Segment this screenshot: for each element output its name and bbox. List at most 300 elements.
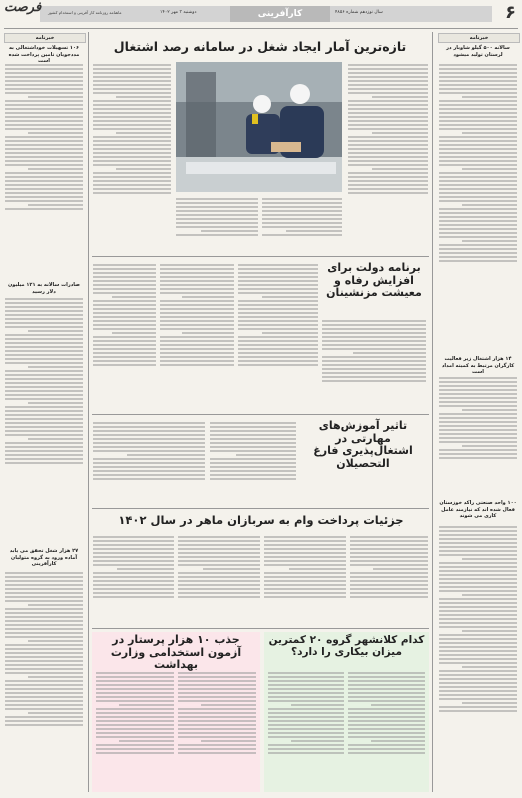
text-line xyxy=(439,662,517,664)
text-line xyxy=(5,188,83,190)
masthead-rule xyxy=(4,28,518,29)
text-line xyxy=(210,438,296,440)
text-line xyxy=(348,672,425,674)
text-line xyxy=(268,676,344,678)
text-line xyxy=(5,104,83,106)
text-line xyxy=(5,632,83,634)
text-line xyxy=(93,300,156,302)
text-line xyxy=(28,402,83,404)
text-line xyxy=(322,364,426,366)
text-line xyxy=(5,358,83,360)
welfare-article-body-2 xyxy=(238,262,318,412)
text-line xyxy=(28,132,83,134)
text-line xyxy=(322,380,426,382)
text-line xyxy=(178,692,256,694)
text-line xyxy=(93,272,156,274)
text-line xyxy=(439,88,517,90)
text-line xyxy=(5,426,83,428)
text-line xyxy=(439,602,517,604)
nurse-article-body-1 xyxy=(178,670,256,788)
text-line xyxy=(462,168,517,170)
text-line xyxy=(439,417,517,419)
text-line xyxy=(96,732,174,734)
text-line xyxy=(160,308,234,310)
text-line xyxy=(178,680,256,682)
text-line xyxy=(262,296,318,298)
loan-article-body-4 xyxy=(93,534,174,626)
left-news-headline-3: ۲۷ هزار شغل تحقق می یابد آماده ورود به گروه متولیان کارآفرینی xyxy=(9,548,79,567)
text-line xyxy=(439,570,517,572)
text-line xyxy=(5,644,83,646)
text-line xyxy=(178,748,256,750)
text-line xyxy=(178,548,260,550)
text-line xyxy=(96,672,174,674)
text-line xyxy=(5,390,83,392)
text-line xyxy=(348,720,425,722)
text-line xyxy=(5,72,83,74)
skills-article-rule xyxy=(92,508,429,509)
text-line xyxy=(178,540,260,542)
text-line xyxy=(210,462,296,464)
text-line xyxy=(178,676,256,678)
text-line xyxy=(439,100,517,102)
text-line xyxy=(178,544,260,546)
text-line xyxy=(5,68,83,70)
text-line xyxy=(93,72,171,74)
text-line xyxy=(93,320,156,322)
text-line xyxy=(350,544,428,546)
text-line xyxy=(439,120,517,122)
text-line xyxy=(116,168,171,170)
skills-article-body-2 xyxy=(93,420,205,506)
text-line xyxy=(348,188,428,190)
text-line xyxy=(5,310,83,312)
text-line xyxy=(5,116,83,118)
newspaper-logo: فرصت xyxy=(4,0,42,15)
text-line xyxy=(238,264,318,266)
text-line xyxy=(439,405,517,407)
text-line xyxy=(5,442,83,444)
text-line xyxy=(93,304,156,306)
text-line xyxy=(96,748,174,750)
text-line xyxy=(268,692,344,694)
text-line xyxy=(5,434,83,436)
text-line xyxy=(178,728,256,730)
text-line xyxy=(93,430,205,432)
text-line xyxy=(268,712,344,714)
text-line xyxy=(93,328,156,330)
text-line xyxy=(93,324,156,326)
text-line xyxy=(28,712,83,714)
text-line xyxy=(93,552,174,554)
text-line xyxy=(322,360,426,362)
text-line xyxy=(5,346,83,348)
text-line xyxy=(439,562,517,564)
text-line xyxy=(160,304,234,306)
text-line xyxy=(439,686,517,688)
text-line xyxy=(439,72,517,74)
text-line xyxy=(439,244,517,246)
text-line xyxy=(178,572,260,574)
text-line xyxy=(93,140,171,142)
main-article-body-bottom-a xyxy=(262,196,342,254)
text-line xyxy=(462,409,517,411)
text-line xyxy=(5,382,83,384)
text-line xyxy=(93,128,171,130)
text-line xyxy=(178,716,256,718)
text-line xyxy=(348,680,425,682)
text-line xyxy=(5,576,83,578)
text-line xyxy=(93,576,174,578)
text-line xyxy=(439,690,517,692)
text-line xyxy=(462,240,517,242)
text-line xyxy=(268,688,344,690)
text-line xyxy=(176,198,258,200)
text-line xyxy=(5,708,83,710)
text-line xyxy=(350,548,428,550)
left-news-headline-1: ۱۰۶ تسهیلات خوداشتغالی به مددجویان تامین پرداخت شده است xyxy=(8,45,80,64)
text-line xyxy=(348,128,428,130)
text-line xyxy=(176,234,258,236)
right-news-headline-3: ۱۰۰ واحد صنعتی راکد خوزستان فعال شده اند که نیازمند عامل کاری می شوند xyxy=(439,500,517,519)
text-line xyxy=(264,592,346,594)
text-line xyxy=(439,526,517,528)
text-line xyxy=(264,540,346,542)
right-news-body-3 xyxy=(439,524,517,792)
text-line xyxy=(93,340,156,342)
text-line xyxy=(160,364,234,366)
text-line xyxy=(372,168,428,170)
text-line xyxy=(93,588,174,590)
text-line xyxy=(348,152,428,154)
text-line xyxy=(350,584,428,586)
text-line xyxy=(5,334,83,336)
text-line xyxy=(350,556,428,558)
text-line xyxy=(5,342,83,344)
text-line xyxy=(5,600,83,602)
loan-article-rule xyxy=(92,628,429,629)
text-line xyxy=(5,672,83,674)
text-line xyxy=(93,584,174,586)
text-line xyxy=(462,204,517,206)
text-line xyxy=(262,202,342,204)
text-line xyxy=(439,397,517,399)
text-line xyxy=(439,650,517,652)
text-line xyxy=(439,112,517,114)
text-line xyxy=(178,696,256,698)
text-line xyxy=(439,256,517,258)
text-line xyxy=(238,348,318,350)
text-line xyxy=(439,188,517,190)
text-line xyxy=(238,364,318,366)
text-line xyxy=(439,144,517,146)
text-line xyxy=(5,636,83,638)
loan-article-body-3 xyxy=(178,534,260,626)
text-line xyxy=(439,220,517,222)
text-line xyxy=(5,458,83,460)
right-news-body-2 xyxy=(439,375,517,495)
text-line xyxy=(462,666,517,668)
text-line xyxy=(439,160,517,162)
text-line xyxy=(178,684,256,686)
text-line xyxy=(238,316,318,318)
main-article-body-top-left xyxy=(93,62,171,252)
text-line xyxy=(5,592,83,594)
text-line xyxy=(160,268,234,270)
text-line xyxy=(350,596,428,598)
text-line xyxy=(210,466,296,468)
text-line xyxy=(5,200,83,202)
text-line xyxy=(268,672,344,674)
text-line xyxy=(210,474,296,476)
text-line xyxy=(5,84,83,86)
text-line xyxy=(93,426,205,428)
main-article-headline: تازه‌ترین آمار ایجاد شغل در سامانه رصد اشتغال xyxy=(113,39,407,54)
text-line xyxy=(238,308,318,310)
text-line xyxy=(178,564,260,566)
text-line xyxy=(160,336,234,338)
text-line xyxy=(203,568,260,570)
text-line xyxy=(439,248,517,250)
text-line xyxy=(238,336,318,338)
text-line xyxy=(28,330,83,332)
text-line xyxy=(439,678,517,680)
text-line xyxy=(238,340,318,342)
text-line xyxy=(286,230,342,232)
text-line xyxy=(93,540,174,542)
text-line xyxy=(5,696,83,698)
text-line xyxy=(176,226,258,228)
text-line xyxy=(5,462,83,464)
text-line xyxy=(93,316,156,318)
text-line xyxy=(264,556,346,558)
text-line xyxy=(160,276,234,278)
text-line xyxy=(262,234,342,236)
text-line xyxy=(348,136,428,138)
text-line xyxy=(350,576,428,578)
text-line xyxy=(96,696,174,698)
text-line xyxy=(93,462,205,464)
text-line xyxy=(93,548,174,550)
text-line xyxy=(178,724,256,726)
welfare-article-rule xyxy=(92,414,429,415)
text-line xyxy=(93,438,205,440)
text-line xyxy=(160,300,234,302)
text-line xyxy=(373,568,428,570)
text-line xyxy=(439,68,517,70)
text-line xyxy=(5,80,83,82)
text-line xyxy=(439,196,517,198)
text-line xyxy=(5,580,83,582)
text-line xyxy=(291,740,344,742)
text-line xyxy=(93,172,171,174)
text-line xyxy=(178,736,256,738)
text-line xyxy=(5,612,83,614)
text-line xyxy=(210,470,296,472)
text-line xyxy=(238,280,318,282)
text-line xyxy=(5,350,83,352)
text-line xyxy=(176,214,258,216)
text-line xyxy=(439,698,517,700)
text-line xyxy=(210,422,296,424)
text-line xyxy=(268,700,344,702)
text-line xyxy=(5,128,83,130)
text-line xyxy=(5,64,83,66)
text-line xyxy=(93,364,156,366)
text-line xyxy=(5,192,83,194)
text-line xyxy=(201,230,258,232)
text-line xyxy=(350,540,428,542)
text-line xyxy=(5,196,83,198)
text-line xyxy=(178,536,260,538)
text-line xyxy=(93,280,156,282)
text-line xyxy=(348,184,428,186)
text-line xyxy=(93,164,171,166)
text-line xyxy=(28,640,83,642)
text-line xyxy=(262,214,342,216)
text-line xyxy=(348,84,428,86)
text-line xyxy=(5,208,83,210)
text-line xyxy=(178,588,260,590)
text-line xyxy=(96,752,174,754)
text-line xyxy=(178,700,256,702)
text-line xyxy=(348,728,425,730)
text-line xyxy=(93,288,156,290)
text-line xyxy=(439,542,517,544)
text-line xyxy=(238,268,318,270)
text-line xyxy=(5,628,83,630)
text-line xyxy=(350,536,428,538)
text-line xyxy=(439,176,517,178)
text-line xyxy=(268,680,344,682)
text-line xyxy=(93,336,156,338)
text-line xyxy=(93,192,171,194)
text-line xyxy=(348,716,425,718)
masthead-tagline: ماهنامه روزنامه کار آفرینی و استخدام کشور xyxy=(48,10,122,15)
loan-article-body-1 xyxy=(350,534,428,626)
text-line xyxy=(5,660,83,662)
unemployment-article-body-1 xyxy=(348,670,425,788)
text-line xyxy=(322,324,426,326)
text-line xyxy=(5,724,83,726)
text-line xyxy=(439,76,517,78)
text-line xyxy=(5,152,83,154)
text-line xyxy=(439,437,517,439)
text-line xyxy=(93,120,171,122)
text-line xyxy=(5,648,83,650)
text-line xyxy=(462,594,517,596)
text-line xyxy=(160,328,234,330)
text-line xyxy=(160,352,234,354)
text-line xyxy=(439,413,517,415)
text-line xyxy=(268,752,344,754)
text-line xyxy=(322,340,426,342)
text-line xyxy=(5,374,83,376)
text-line xyxy=(322,332,426,334)
text-line xyxy=(5,572,83,574)
text-line xyxy=(439,626,517,628)
text-line xyxy=(439,84,517,86)
text-line xyxy=(439,582,517,584)
text-line xyxy=(439,674,517,676)
text-line xyxy=(93,188,171,190)
text-line xyxy=(439,156,517,158)
text-line xyxy=(348,72,428,74)
text-line xyxy=(371,704,425,706)
text-line xyxy=(439,590,517,592)
text-line xyxy=(439,80,517,82)
text-line xyxy=(5,184,83,186)
text-line xyxy=(439,694,517,696)
text-line xyxy=(5,596,83,598)
text-line xyxy=(5,418,83,420)
text-line xyxy=(5,410,83,412)
text-line xyxy=(93,84,171,86)
masthead xyxy=(0,0,522,28)
text-line xyxy=(93,572,174,574)
main-article-rule xyxy=(92,256,429,257)
text-line xyxy=(96,720,174,722)
text-line xyxy=(210,442,296,444)
text-line xyxy=(182,332,234,334)
text-line xyxy=(268,748,344,750)
loan-article-body-2 xyxy=(264,534,346,626)
text-line xyxy=(462,630,517,632)
text-line xyxy=(5,704,83,706)
text-line xyxy=(5,302,83,304)
text-line xyxy=(210,430,296,432)
text-line xyxy=(439,164,517,166)
text-line xyxy=(262,226,342,228)
text-line xyxy=(291,704,344,706)
text-line xyxy=(5,326,83,328)
text-line xyxy=(348,732,425,734)
text-line xyxy=(93,284,156,286)
text-line xyxy=(119,740,174,742)
text-line xyxy=(268,696,344,698)
text-line xyxy=(439,180,517,182)
text-line xyxy=(160,360,234,362)
text-line xyxy=(264,572,346,574)
text-line xyxy=(348,76,428,78)
text-line xyxy=(160,320,234,322)
text-line xyxy=(264,564,346,566)
text-line xyxy=(439,606,517,608)
text-line xyxy=(348,156,428,158)
text-line xyxy=(238,292,318,294)
text-line xyxy=(348,116,428,118)
text-line xyxy=(28,676,83,678)
text-line xyxy=(5,652,83,654)
text-line xyxy=(93,474,205,476)
text-line xyxy=(439,64,517,66)
text-line xyxy=(93,422,205,424)
text-line xyxy=(28,168,83,170)
text-line xyxy=(93,556,174,558)
text-line xyxy=(210,450,296,452)
text-line xyxy=(96,728,174,730)
text-line xyxy=(348,192,428,194)
text-line xyxy=(439,172,517,174)
text-line xyxy=(439,658,517,660)
text-line xyxy=(372,132,428,134)
text-line xyxy=(439,710,517,712)
left-news-headline-2: صادرات سالانه به ۱۲۱ میلیون دلار رسید xyxy=(8,282,80,295)
text-line xyxy=(348,684,425,686)
nurse-article-box xyxy=(92,632,260,792)
nurse-article-body-2 xyxy=(96,670,174,788)
text-line xyxy=(439,116,517,118)
